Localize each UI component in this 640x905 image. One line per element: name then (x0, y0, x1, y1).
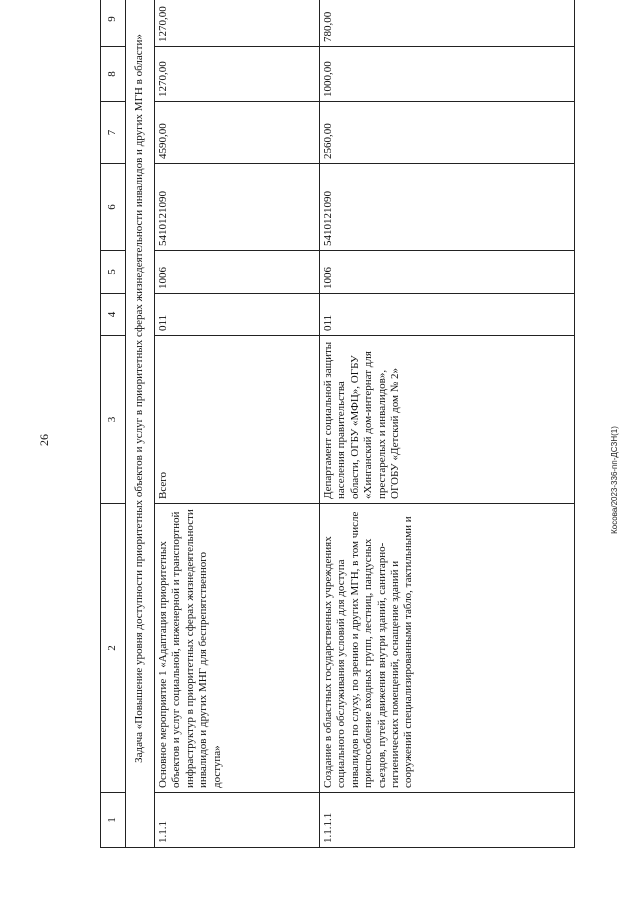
amount-year-2: 1270,00 (155, 0, 320, 47)
rotated-table-container (100, 6, 588, 848)
column-header: 2 (101, 504, 126, 793)
column-header: 8 (101, 47, 126, 102)
executor: Департамент социальной защиты населения правительства области, ОГБУ «МФЦ», ОГБУ «Хинганский дом-интернат для престарелых и инвалидов», ОГОБУ «Детский дом № 2» (320, 336, 575, 504)
budget-table (100, 0, 575, 848)
task-row (126, 0, 155, 848)
column-header: 5 (101, 251, 126, 294)
table-row (155, 0, 320, 848)
column-header: 4 (101, 294, 126, 336)
amount-total: 4590,00 (155, 102, 320, 164)
section-code: 1006 (320, 251, 575, 294)
table-row (320, 0, 575, 848)
amount-year-1: 1000,00 (320, 47, 575, 102)
grbs-code: 011 (155, 294, 320, 336)
section-code: 1006 (155, 251, 320, 294)
executor: Всего (155, 336, 320, 504)
amount-year-2: 780,00 (320, 0, 575, 47)
column-number-row (101, 0, 126, 848)
column-header: 1 (101, 793, 126, 848)
amount-total: 2560,00 (320, 102, 575, 164)
measure-name: Основное мероприятие 1 «Адаптация приоритетных объектов и услуг социальной, инженерной и транспортной инфраструктур в приоритетных сферах жизнедеятельности инвалидов и других МНГ для беспрепятственного доступа» (155, 504, 320, 793)
column-header: 7 (101, 102, 126, 164)
measure-name: Создание в областных государственных учреждениях социального обслуживания условий для доступа инвалидов по слуху, по зрению и других МГН, в том числе приспособление входных групп, лестниц, пандусных съездов, путей движения внутри зданий, санитарно-гигиенических помещений, оснащение зданий и сооружений специализированными табло, тактильными и (320, 504, 575, 793)
margin-stamp: Косова/2023-336-пп-ДСЗН(1) (610, 426, 619, 534)
page-number: 26 (37, 434, 51, 446)
grbs-code: 011 (320, 294, 575, 336)
column-header: 6 (101, 164, 126, 251)
target-article-code: 5410121090 (320, 164, 575, 251)
task-title: Задача «Повышение уровня доступности приоритетных объектов и услуг в приоритетных сферах жизнедеятельности инвалидов и других МГН в области» (126, 0, 155, 848)
column-header: 3 (101, 336, 126, 504)
target-article-code: 5410121090 (155, 164, 320, 251)
row-code: 1.1.1.1 (320, 793, 575, 848)
column-header: 9 (101, 0, 126, 47)
row-code: 1.1.1 (155, 793, 320, 848)
amount-year-1: 1270,00 (155, 47, 320, 102)
